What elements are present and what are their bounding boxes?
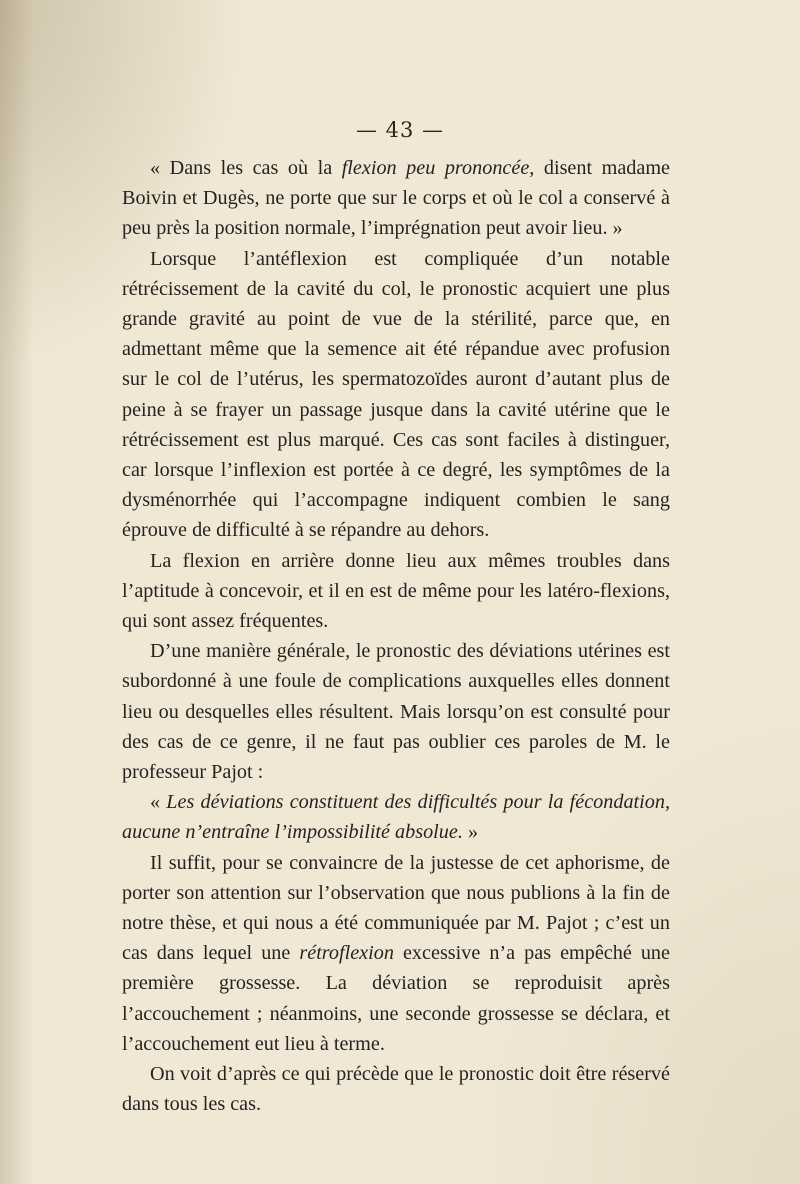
- text-run: « Dans les cas où la: [150, 157, 342, 179]
- paragraph-p3: [122, 546, 670, 637]
- paragraph-p6: [122, 848, 670, 1059]
- italic-run: Les déviations constituent des difficultés pour la fécondation, aucune n’entraîne l’impossibilité absolue.: [122, 791, 670, 844]
- text-run: «: [150, 791, 167, 814]
- text-run: , disent madame Boivin et Dugès, ne porte que sur le corps et où le col a conservé à peu près la position normale, l’imprégnation peut avoir lieu. »: [122, 157, 670, 240]
- text-run: excessive n’a pas empêché une première grossesse. La déviation se reproduisit après l’accouchement ; néanmoins, une seconde grossesse se déclara, et l’accouchement eut lieu à terme.: [122, 942, 670, 1055]
- text-run: La flexion en arrière donne lieu aux mêmes troubles dans l’aptitude à concevoir, et il en est de même pour les latéro-flexions, qui sont assez fréquentes.: [122, 549, 670, 633]
- italic-run: flexion peu prononcée: [341, 157, 530, 179]
- paragraph-p5: [122, 787, 670, 847]
- text-run: D’une manière générale, le pronostic des déviations utérines est subordonné à une foule de complications auxquelles elles donnent lieu ou desquelles elles résultent. Mais lorsqu’on est consulté pour des cas de ce genre, il ne faut pas oublier ces paroles de M. le professeur Pajot :: [122, 640, 670, 784]
- text-run: Il suffit, pour se convaincre de la justesse de cet aphorisme, de porter son attention sur l’observation que nous publions à la fin de notre thèse, et qui nous a été communiquée par M. Pajot ; c’est un cas dans lequel une: [122, 851, 670, 965]
- italic-run: rétroflexion: [299, 942, 394, 965]
- paragraph-p4: [122, 636, 670, 787]
- paragraph-p7: [122, 1059, 670, 1119]
- page-number: — 43 —: [355, 118, 445, 142]
- paragraph-p2: [122, 244, 670, 546]
- text-run: Lorsque l’antéflexion est compliquée d’un notable rétrécissement de la cavité du col, le pronostic acquiert une plus grande gravité au point de vue de la stérilité, parce que, en admettant même que la semence ait été répandue avec profusion sur le col de l’utérus, les spermatozoïdes auront d’autant plus de peine à se frayer un passage jusque dans la cavité utérine que le rétrécissement est plus marqué. Ces cas sont faciles à distinguer, car lorsque l’inflexion est portée à ce degré, les symptômes de la dysménorrhée qui l’accompagne indiquent combien le sang éprouve de difficulté à se répandre au dehors.: [122, 247, 670, 542]
- text-run: »: [462, 821, 479, 844]
- text-run: On voit d’après ce qui précède que le pronostic doit être réservé dans tous les cas.: [122, 1063, 670, 1116]
- body-text: [122, 153, 670, 1120]
- paragraph-p1: [122, 153, 670, 244]
